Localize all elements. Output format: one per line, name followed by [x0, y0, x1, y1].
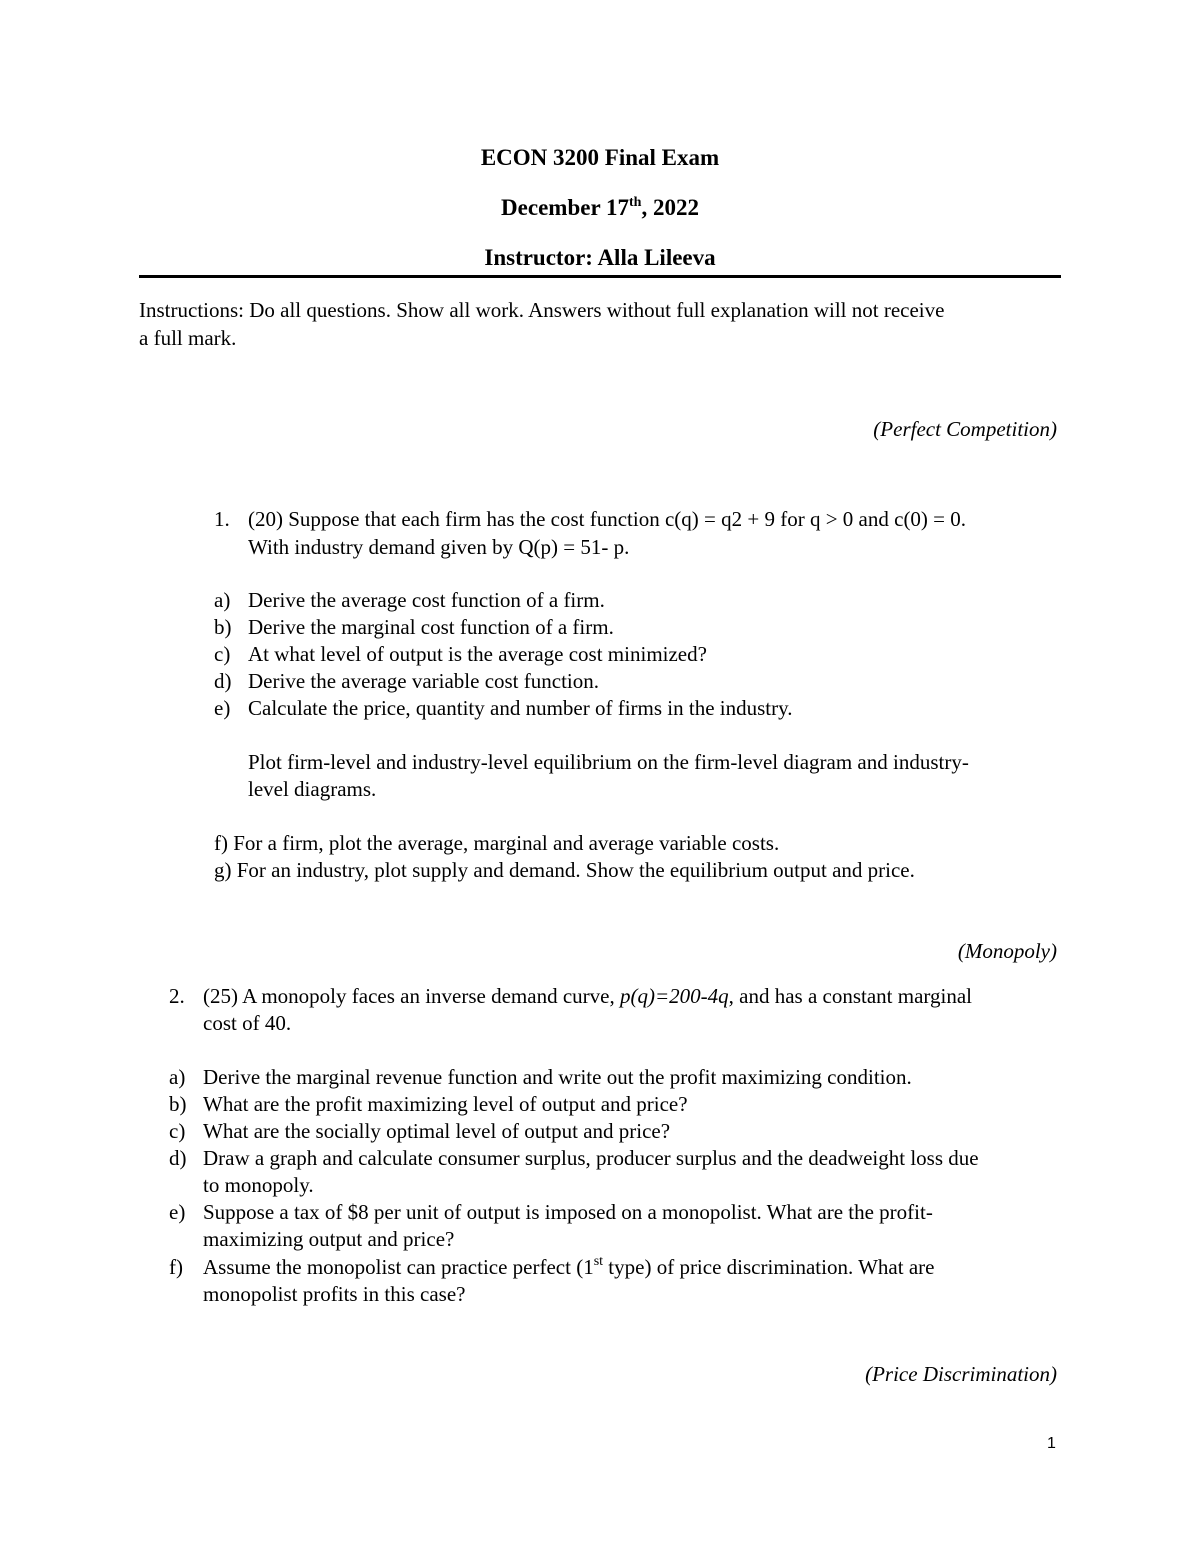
header-divider: [139, 275, 1061, 278]
question-2-line-2: cost of 40.: [203, 1011, 292, 1035]
q2-part-text-continued: to monopoly.: [203, 1173, 314, 1197]
q2-part-text: What are the profit maximizing level of output and price?: [203, 1092, 688, 1116]
q2-part-text: Derive the marginal revenue function and write out the profit maximizing condition.: [203, 1065, 912, 1089]
q2-part-f-sup: st: [593, 1254, 604, 1269]
q1-plot-line-2: level diagrams.: [248, 777, 377, 801]
exam-date: [0, 193, 1200, 223]
q2-part-f-line-2: monopolist profits in this case?: [203, 1282, 466, 1306]
q2-part-marker: b): [169, 1092, 187, 1116]
question-1-number: 1.: [214, 507, 230, 531]
exam-title: ECON 3200 Final Exam: [480, 145, 720, 170]
section-heading-price-discrimination: (Price Discrimination): [865, 1362, 1057, 1386]
q2-part-text: Draw a graph and calculate consumer surplus, producer surplus and the deadweight loss due: [203, 1146, 979, 1170]
q1-part-g: g) For an industry, plot supply and demand. Show the equilibrium output and price.: [214, 858, 915, 882]
q2-part-text: What are the socially optimal level of output and price?: [203, 1119, 671, 1143]
instructions-line-1: Instructions: Do all questions. Show all work. Answers without full explanation will not receive: [139, 298, 945, 322]
q2-part-marker: a): [169, 1065, 186, 1089]
question-1-line-2: With industry demand given by Q(p) = 51- p.: [248, 535, 630, 559]
q2-part-text-continued: maximizing output and price?: [203, 1227, 455, 1251]
q2-part-marker: e): [169, 1200, 186, 1224]
exam-date-main: December 17: [501, 195, 629, 220]
exam-instructor: Instructor: Alla Lileeva: [484, 245, 716, 270]
question-2-line-1: [203, 983, 972, 1010]
q1-part-marker: a): [214, 588, 231, 612]
q2-part-text: Suppose a tax of $8 per unit of output is imposed on a monopolist. What are the profit-: [203, 1200, 933, 1224]
question-2-number: 2.: [169, 984, 185, 1008]
section-heading-perfect-competition: (Perfect Competition): [873, 417, 1057, 441]
section-heading-monopoly: (Monopoly): [957, 939, 1057, 963]
q1-part-marker: d): [214, 669, 232, 693]
q1-part-text: Derive the marginal cost function of a firm.: [248, 615, 614, 639]
question-2-line-1-end: , and has a constant marginal: [728, 984, 973, 1008]
q2-part-marker: d): [169, 1146, 187, 1170]
q1-part-text: Derive the average variable cost function.: [248, 669, 600, 693]
q1-part-text: Calculate the price, quantity and number of firms in the industry.: [248, 696, 793, 720]
inverse-demand-formula: p(q)=200-4q: [619, 984, 729, 1008]
q1-part-f: f) For a firm, plot the average, marginal and average variable costs.: [214, 831, 780, 855]
q2-part-marker: f): [169, 1255, 183, 1279]
q1-part-text: At what level of output is the average cost minimized?: [248, 642, 707, 666]
q1-part-marker: b): [214, 615, 232, 639]
question-1-line-1: (20) Suppose that each firm has the cost function c(q) = q2 + 9 for q > 0 and c(0) = 0.: [248, 507, 967, 531]
q1-plot-line-1: Plot firm-level and industry-level equilibrium on the firm-level diagram and industry-: [248, 750, 969, 774]
q1-part-marker: c): [214, 642, 231, 666]
exam-date-year: , 2022: [641, 195, 699, 220]
exam-date-sup: th: [628, 195, 642, 210]
page-number: 1: [1047, 1435, 1056, 1452]
question-2-line-1-start: (25) A monopoly faces an inverse demand curve,: [203, 984, 620, 1008]
instructions-line-2: a full mark.: [139, 326, 237, 350]
q1-part-text: Derive the average cost function of a firm.: [248, 588, 605, 612]
q2-part-f-line-1: [203, 1254, 934, 1281]
q2-part-f-start: Assume the monopolist can practice perfect (1: [203, 1255, 594, 1279]
q2-part-f-end: type) of price discrimination. What are: [603, 1255, 935, 1279]
q2-part-marker: c): [169, 1119, 186, 1143]
q1-part-marker: e): [214, 696, 231, 720]
